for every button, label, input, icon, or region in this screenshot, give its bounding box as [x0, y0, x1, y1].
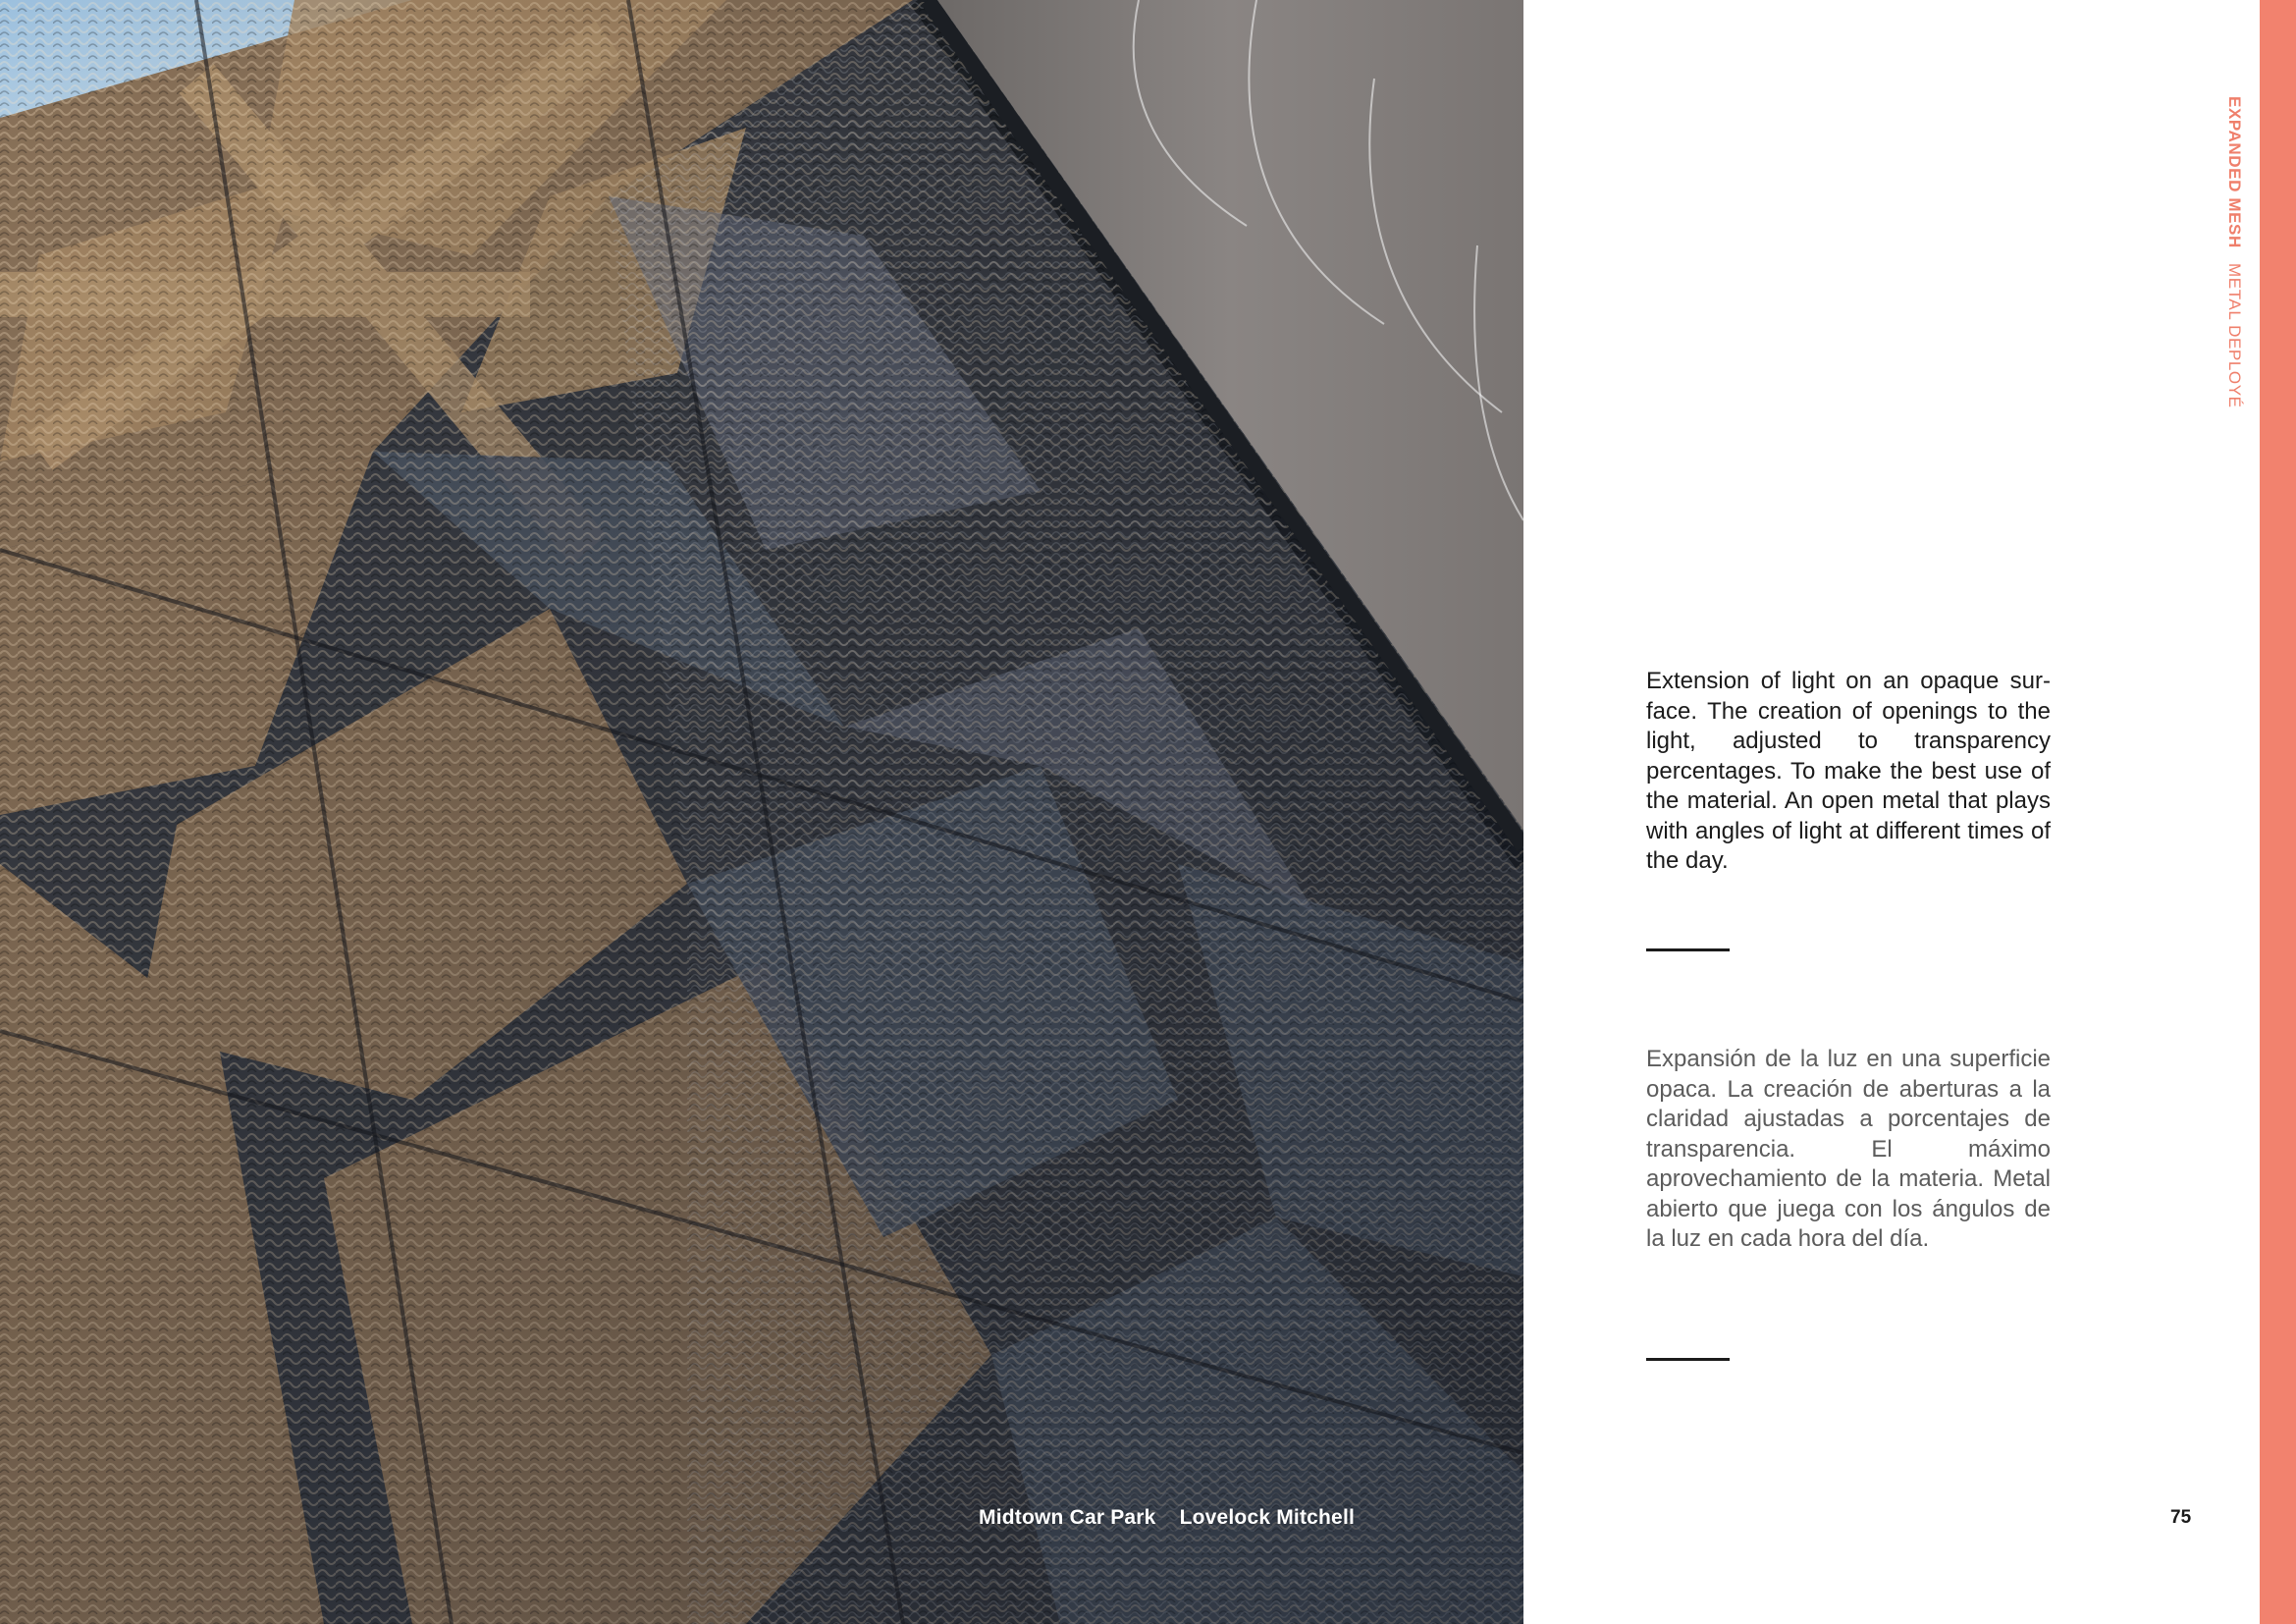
page-number: 75 [2170, 1507, 2192, 1528]
divider-rule [1646, 948, 1730, 951]
photo-caption [979, 1506, 1355, 1530]
spanish-paragraph: Expansión de la luz en una superficie opaca. La creación de aberturas a la claridad ajustadas a porcentajes de transparencia. El máximo aprovechamiento de la materia. Metal abierto que juega con los ángulos de la luz en cada hora del día. [1646, 1046, 2051, 1252]
side-tab-bar [2260, 0, 2296, 1624]
divider-rule [1646, 1358, 1730, 1361]
section-title [2224, 96, 2244, 408]
section-title-french: METAL DEPLOYÉ [2225, 263, 2244, 408]
caption-project: Midtown Car Park [979, 1506, 1156, 1529]
english-paragraph: Extension of light on an opaque surface. The creation of openings to the light, adjusted to transparency percentages. To make the best use of the material. An open metal that plays with angles of light at different times of the day. [1646, 668, 2051, 874]
section-title-english: EXPANDED MESH [2225, 96, 2244, 248]
caption-architect: Lovelock Mitchell [1179, 1506, 1356, 1529]
